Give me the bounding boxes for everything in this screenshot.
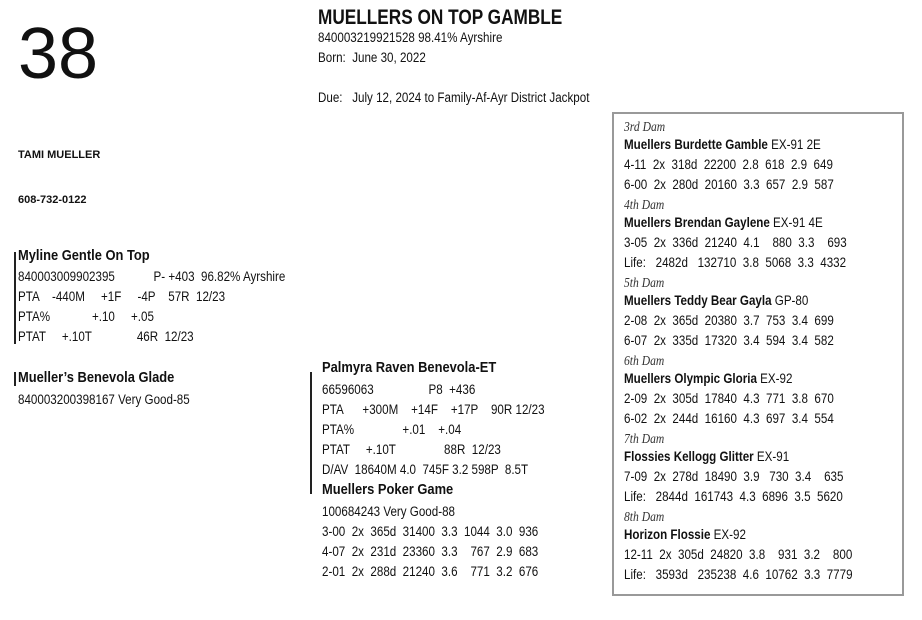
ancestor-name: Muellers Burdette Gamble bbox=[624, 137, 768, 152]
animal-id: 840003219921528 98.41% Ayrshire bbox=[318, 30, 503, 45]
granddam-line-3: 4-07 2x 231d 23360 3.3 767 2.9 683 bbox=[322, 544, 539, 559]
sire-line-4: PTAT +.10T 46R 12/23 bbox=[18, 329, 194, 344]
granddam-line-4: 2-01 2x 288d 21240 3.6 771 3.2 676 bbox=[322, 564, 539, 579]
ancestry-box bbox=[612, 112, 904, 596]
ancestor-heading bbox=[624, 291, 808, 311]
ancestor-heading bbox=[624, 447, 789, 467]
dam-sire-bracket bbox=[310, 372, 312, 494]
dam-sire-line-1: 66596063 P8 +436 bbox=[322, 382, 476, 397]
dam-sire-line-4: PTAT +.10T 88R 12/23 bbox=[322, 442, 501, 457]
sire-line-3: PTA% +.10 +.05 bbox=[18, 309, 154, 324]
lot-number: 38 bbox=[18, 14, 99, 94]
ancestor-name: Muellers Olympic Gloria bbox=[624, 371, 757, 386]
ancestor-record: 7-09 2x 278d 18490 3.9 730 3.4 635 bbox=[624, 469, 844, 484]
animal-born: Born: June 30, 2022 bbox=[318, 50, 426, 65]
ancestor-name: Flossies Kellogg Glitter bbox=[624, 449, 754, 464]
ancestor-record: 3-05 2x 336d 21240 4.1 880 3.3 693 bbox=[624, 235, 847, 250]
ancestor-record: Life: 2482d 132710 3.8 5068 3.3 4332 bbox=[624, 255, 847, 270]
ancestor-record: 6-02 2x 244d 16160 4.3 697 3.4 554 bbox=[624, 411, 834, 426]
sire-name: Myline Gentle On Top bbox=[18, 247, 150, 264]
ancestor-record: Life: 3593d 235238 4.6 10762 3.3 7779 bbox=[624, 567, 853, 582]
granddam-name: Muellers Poker Game bbox=[322, 481, 454, 498]
ancestor-record: 12-11 2x 305d 24820 3.8 931 3.2 800 bbox=[624, 547, 853, 562]
ancestor-score: EX-91 4E bbox=[769, 215, 823, 230]
dam-sire-line-5: D/AV 18640M 4.0 745F 3.2 598P 8.5T bbox=[322, 462, 529, 477]
ancestor-heading bbox=[624, 135, 821, 155]
ancestor-score: EX-92 bbox=[710, 527, 746, 542]
dam-sire-line-3: PTA% +.01 +.04 bbox=[322, 422, 462, 437]
ancestor-score: GP-80 bbox=[771, 293, 809, 308]
ancestor-record: 2-09 2x 305d 17840 4.3 771 3.8 670 bbox=[624, 391, 834, 406]
sire-bracket bbox=[14, 252, 16, 344]
ancestor-record: Life: 2844d 161743 4.3 6896 3.5 5620 bbox=[624, 489, 843, 504]
dam-name: Mueller’s Benevola Glade bbox=[18, 369, 175, 386]
ancestor-name: Muellers Teddy Bear Gayla bbox=[624, 293, 772, 308]
granddam-line-2: 3-00 2x 365d 31400 3.3 1044 3.0 936 bbox=[322, 524, 539, 539]
ancestor-label: 8th Dam bbox=[624, 509, 665, 524]
granddam-line-1: 100684243 Very Good-88 bbox=[322, 504, 455, 519]
ancestor-label: 3rd Dam bbox=[624, 119, 666, 134]
ancestor-label: 7th Dam bbox=[624, 431, 665, 446]
ancestor-label: 4th Dam bbox=[624, 197, 665, 212]
ancestor-score: EX-92 bbox=[756, 371, 793, 386]
ancestor-record: 6-07 2x 335d 17320 3.4 594 3.4 582 bbox=[624, 333, 834, 348]
ancestor-score: EX-91 bbox=[753, 449, 790, 464]
ancestor-label: 5th Dam bbox=[624, 275, 665, 290]
dam-bracket bbox=[14, 372, 16, 386]
ancestor-record: 2-08 2x 365d 20380 3.7 753 3.4 699 bbox=[624, 313, 834, 328]
ancestor-record: 6-00 2x 280d 20160 3.3 657 2.9 587 bbox=[624, 177, 834, 192]
ancestor-record: 4-11 2x 318d 22200 2.8 618 2.9 649 bbox=[624, 157, 833, 172]
dam-sire-name: Palmyra Raven Benevola-ET bbox=[322, 359, 497, 376]
ancestor-heading bbox=[624, 525, 746, 545]
animal-due: Due: July 12, 2024 to Family-Af-Ayr District Jackpot bbox=[318, 90, 590, 105]
animal-name: MUELLERS ON TOP GAMBLE bbox=[318, 6, 563, 29]
ancestor-score: EX-91 2E bbox=[767, 137, 821, 152]
ancestor-label: 6th Dam bbox=[624, 353, 665, 368]
sire-line-2: PTA -440M +1F -4P 57R 12/23 bbox=[18, 289, 226, 304]
sire-line-1: 840003009902395 P- +403 96.82% Ayrshire bbox=[18, 269, 286, 284]
ancestor-name: Muellers Brendan Gaylene bbox=[624, 215, 770, 230]
ancestor-name: Horizon Flossie bbox=[624, 527, 711, 542]
dam-id: 840003200398167 Very Good-85 bbox=[18, 392, 190, 407]
owner-phone: 608-732-0122 bbox=[18, 194, 87, 206]
ancestor-heading bbox=[624, 369, 792, 389]
ancestor-heading bbox=[624, 213, 823, 233]
owner-block bbox=[18, 118, 100, 223]
owner-name: TAMI MUELLER bbox=[18, 149, 101, 161]
dam-sire-line-2: PTA +300M +14F +17P 90R 12/23 bbox=[322, 402, 545, 417]
